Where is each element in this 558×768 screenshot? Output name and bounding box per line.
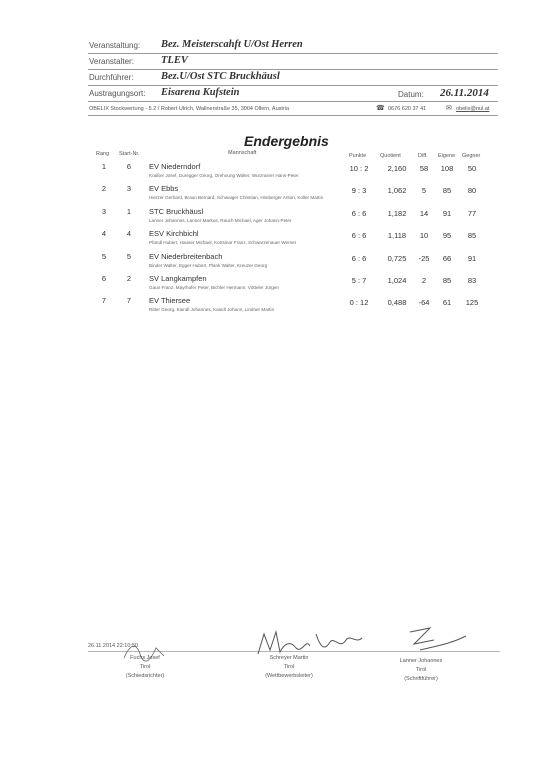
cell-rang: 6 (101, 274, 107, 283)
label-austragungsort: Austragungsort: (89, 89, 146, 98)
cell-gegner: 125 (465, 298, 479, 308)
cell-team-members: Binder Walter, Egger Hubert, Plank Walter, Kreuzer Georg (149, 262, 268, 268)
cell-gegner: 50 (467, 164, 477, 173)
cell-quotient: 0,725 (387, 253, 407, 263)
cell-team-members: Lanner Johannes, Lanner Markus, Rauch Michael, Ager Johann-Peter (149, 217, 292, 223)
signature-lanner-drawing (400, 622, 470, 656)
cell-quotient: 1,062 (387, 186, 407, 196)
header-rule (88, 115, 498, 116)
col-header-eigene: Eigene (438, 153, 456, 159)
cell-gegner: 85 (467, 231, 477, 241)
cell-punkte: 6 : 6 (351, 231, 367, 241)
col-header-mannschaft: Mannschaft (228, 150, 257, 156)
value-datum: 26.11.2014 (440, 87, 489, 99)
cell-quotient: 0,488 (387, 298, 407, 308)
cell-team-members: Ritter Georg, Kaindl Johannes, Kaindl Johann, Lindner Martin (149, 307, 275, 313)
cell-eigene: 85 (442, 186, 452, 196)
cell-team-members: Pfandl Hubert, Hauser Michael, Kortsinar Franz, Schwarzenauer Werner (149, 240, 297, 246)
header-rule (88, 53, 498, 54)
cell-quotient: 2,160 (387, 164, 407, 173)
page-title: Endergebnis (244, 133, 329, 149)
cell-diff: 5 (421, 186, 427, 196)
cell-team-name: EV Ebbs (149, 184, 179, 194)
label-veranstalter: Veranstalter: (89, 57, 134, 66)
cell-quotient: 1,118 (387, 231, 407, 241)
cell-rang: 5 (101, 251, 107, 261)
cell-eigene: 95 (442, 231, 452, 241)
cell-start-nr: 3 (126, 184, 132, 194)
signer-name: Fuchs Josef (130, 655, 160, 661)
contact-line: OBELIX Stockwertung - 5.2 / Robert Ulrich, Wallnerstraße 35, 3004 Ollern, Austria (89, 106, 290, 112)
cell-team-members: Gaun Franz, Mayrhofer Peter, Bichler Hermann, Vötteler Jürgen (149, 285, 279, 290)
col-header-punkte: Punkte (349, 153, 367, 159)
cell-start-nr: 5 (126, 251, 132, 261)
cell-diff: -64 (418, 298, 430, 308)
col-header-rang: Rang (96, 151, 110, 157)
cell-gegner: 91 (467, 253, 477, 263)
mail-icon: ✉ (446, 105, 452, 112)
cell-rang: 3 (101, 206, 107, 216)
cell-punkte: 0 : 12 (349, 298, 369, 308)
cell-gegner: 83 (467, 276, 477, 285)
signer-region: Tirol (283, 664, 295, 670)
cell-team-name: EV Niederbreitenbach (149, 251, 223, 261)
cell-quotient: 1,182 (387, 208, 407, 218)
cell-diff: 10 (419, 231, 429, 241)
cell-eigene: 108 (440, 164, 454, 173)
cell-punkte: 9 : 3 (351, 186, 367, 196)
cell-gegner: 77 (467, 208, 477, 218)
signer-role: (Schriftführer) (404, 676, 438, 682)
cell-start-nr: 4 (126, 229, 132, 239)
value-durchfuehrer: Bez.U/Ost STC Bruckhäusl (161, 71, 280, 82)
cell-rang: 1 (101, 162, 107, 171)
value-veranstaltung: Bez. Meisterscahft U/Ost Herren (161, 39, 303, 50)
signer-name: Lanner Johannes (399, 658, 443, 664)
phone-icon: ☎ (376, 105, 385, 112)
signer-name: Schreyer Martin (269, 655, 309, 661)
cell-quotient: 1,024 (387, 276, 407, 285)
cell-team-name: EV Thiersee (149, 296, 191, 306)
signer-role: (Wettbewerbsleiter) (265, 673, 313, 679)
value-veranstalter: TLEV (161, 55, 188, 66)
cell-punkte: 10 : 2 (349, 164, 369, 173)
cell-team-name: STC Bruckhäusl (149, 206, 204, 216)
cell-start-nr: 7 (126, 296, 132, 306)
cell-punkte: 6 : 6 (351, 208, 367, 218)
label-veranstaltung: Veranstaltung: (89, 41, 141, 50)
phone-number: 0676 620 37 41 (388, 106, 427, 112)
signer-region: Tirol (139, 664, 151, 670)
email-link[interactable]: obelix@nul.at (456, 106, 490, 112)
col-header-diff: Diff. (418, 153, 428, 159)
cell-rang: 2 (101, 184, 107, 194)
signature-block-wettbewerbsleiter (249, 654, 329, 681)
label-datum: Datum: (398, 90, 424, 99)
cell-rang: 7 (101, 296, 107, 306)
cell-team-name: ESV Kirchbichl (149, 229, 199, 239)
signature-block-schiedsrichter (110, 654, 180, 681)
cell-punkte: 6 : 6 (351, 253, 367, 263)
cell-team-name: SV Langkampfen (149, 274, 207, 283)
cell-diff: 58 (419, 164, 429, 173)
signature-block-schriftfuehrer (384, 657, 458, 684)
cell-team-members: Hierzer Gerhard, Braun Bernard, Schwaiger Christian, Himberger Anton, Koller Martin (149, 195, 324, 201)
value-austragungsort: Eisarena Kufstein (161, 87, 240, 98)
col-header-quotient: Quotient (380, 153, 401, 159)
cell-eigene: 85 (442, 276, 452, 285)
cell-team-members: Kraißer Josef, Duregger Georg, Orehoung Walter, Wurzrainer Hans-Peter (149, 173, 299, 178)
cell-diff: 2 (421, 276, 427, 285)
cell-gegner: 80 (467, 186, 477, 196)
cell-rang: 4 (101, 229, 107, 239)
signer-region: Tirol (415, 667, 427, 673)
cell-eigene: 66 (442, 253, 452, 263)
col-header-gegner: Gegner (462, 153, 481, 159)
label-durchfuehrer: Durchführer: (89, 73, 134, 82)
header-rule (88, 69, 498, 70)
cell-start-nr: 6 (126, 162, 132, 171)
cell-punkte: 5 : 7 (351, 276, 367, 285)
col-header-start: Start-Nr. (119, 151, 140, 157)
cell-start-nr: 2 (126, 274, 132, 283)
cell-eigene: 61 (442, 298, 452, 308)
header-rule (88, 85, 498, 86)
signer-role: (Schiedsrichter) (125, 673, 165, 679)
cell-diff: 14 (419, 208, 429, 218)
footer-timestamp: 26.11.2014 22:10:50 (88, 643, 139, 649)
cell-eigene: 91 (442, 208, 452, 218)
cell-start-nr: 1 (126, 206, 132, 216)
cell-team-name: EV Niederndorf (149, 162, 201, 171)
cell-diff: -25 (418, 253, 430, 263)
header-rule (88, 101, 498, 102)
